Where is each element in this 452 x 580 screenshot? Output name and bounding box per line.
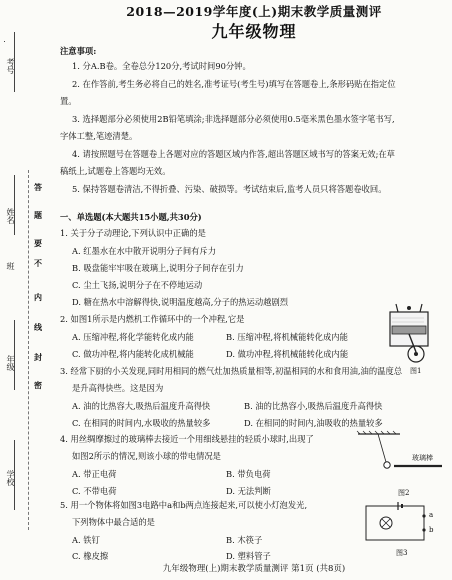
exam-title: 2018—2019学年度(上)期末教学质量测评 — [126, 4, 382, 19]
option-b[interactable]: B. 带负电荷 — [226, 469, 271, 479]
question-stem: 是升高得快些。这是因为 — [72, 383, 164, 393]
question-stem: 下列物体中最合适的是 — [72, 517, 155, 527]
figure-label: 玻璃棒 — [412, 454, 433, 462]
option-b[interactable]: B. 压缩冲程,将机械能转化成内能 — [226, 332, 348, 342]
seal-char: 线 — [34, 322, 42, 332]
seal-char: 要 — [34, 238, 42, 248]
subject-title: 九年级物理 — [211, 22, 297, 41]
option-c[interactable]: C. 尘土飞扬,说明分子在不停地运动 — [72, 280, 203, 290]
question-stem: 2. 如图1所示是内燃机工作循环中的一个冲程,它是 — [60, 314, 245, 324]
exam-no-label: 考号 — [6, 58, 15, 74]
option-b[interactable]: B. 吸盘能牢牢吸在玻璃上,说明分子间存在引力 — [72, 263, 244, 273]
circuit-figure — [358, 500, 446, 550]
question-stem: 5. 用一个物体将如图3电路中a和b两点连接起来,可以使小灯泡发光, — [60, 500, 308, 510]
option-a[interactable]: A. 铁钉 — [72, 535, 100, 545]
question-stem: 3. 经常下厨的小关发现,同时用相同的燃气灶加热质量相等,初温相同的水和食用油,油的温度总 — [60, 366, 403, 376]
notice-item: 稿纸上,试题卷上答题均无效。 — [60, 166, 171, 176]
seal-char: 封 — [34, 352, 42, 362]
question-stem: 4. 用丝绸摩擦过的玻璃棒去接近一个用细线悬挂的轻质小球时,出现了 — [60, 434, 314, 444]
figure-caption: 图2 — [398, 489, 410, 497]
notice-item: 2. 在作答前,考生务必将自己的姓名,准考证号(考生号)填写在答题卷上,条形码贴在指定位 — [72, 79, 396, 89]
option-a[interactable]: A. 带正电荷 — [72, 469, 117, 479]
grade-label: 年级 — [6, 355, 15, 371]
circuit-point-a: a — [429, 511, 434, 519]
notice-item: 字体工整,笔迹清楚。 — [60, 131, 138, 141]
seal-char: 答 — [34, 182, 42, 192]
seal-char: 题 — [34, 210, 42, 220]
option-a[interactable]: A. 压缩冲程,将化学能转化成内能 — [72, 332, 194, 342]
option-b[interactable]: B. 油的比热容小,吸热后温度升高得快 — [244, 401, 383, 411]
page-footer: 九年级物理(上)期末教学质量测评 第1页 (共8页) — [162, 564, 346, 574]
notice-heading: 注意事项: — [60, 46, 97, 56]
seal-char: 内 — [34, 292, 42, 302]
option-c[interactable]: C. 在相同的时间内,水吸收的热量较多 — [72, 418, 211, 428]
school-label: 学校 — [6, 470, 15, 486]
question-stem: 1. 关于分子动理论,下列认识中正确的是 — [60, 228, 206, 238]
notice-item: 3. 选择题部分必须使用2B铅笔填涂;非选择题部分必须使用0.5毫米黑色墨水签字笔书写, — [72, 114, 395, 124]
option-d[interactable]: D. 无法判断 — [226, 486, 271, 496]
option-d[interactable]: D. 糖在热水中溶解得快,说明温度越高,分子的热运动越剧烈 — [72, 297, 289, 307]
notice-item: 置。 — [60, 96, 77, 106]
seal-dashed-line — [28, 170, 29, 530]
figure-caption: 图1 — [410, 367, 422, 375]
hanging-ball-figure — [356, 430, 448, 486]
name-label: 姓名 — [6, 208, 15, 224]
option-d[interactable]: D. 做功冲程,将机械能转化成内能 — [226, 349, 349, 359]
binding-margin — [0, 0, 56, 580]
option-c[interactable]: C. 橡皮擦 — [72, 551, 109, 561]
section-heading: 一、单选题(本大题共15小题,共30分) — [60, 212, 202, 222]
option-b[interactable]: B. 木筷子 — [226, 535, 263, 545]
engine-cylinder-figure — [376, 300, 446, 366]
notice-item: 1. 分A.B卷。全卷总分120分,考试时间90分钟。 — [72, 61, 251, 71]
option-d[interactable]: D. 在相同的时间内,油吸收的热量较多 — [244, 418, 383, 428]
notice-item: 4. 请按照题号在答题卷上各题对应的答题区域内作答,超出答题区域书写的答案无效;在草 — [72, 149, 395, 159]
seal-char: 密 — [34, 380, 42, 390]
seal-char: 不 — [34, 258, 42, 268]
figure-caption: 图3 — [396, 549, 408, 557]
notice-item: 5. 保持答题卷清洁,不得折叠、污染、破损等。考试结束后,监考人员只将答题卷收回。 — [72, 184, 387, 194]
option-c[interactable]: C. 不带电荷 — [72, 486, 117, 496]
option-a[interactable]: A. 油的比热容大,吸热后温度升高得快 — [72, 401, 211, 411]
question-stem: 如图2所示的情况,则该小球的带电情况是 — [72, 451, 221, 461]
class-label: 班 — [6, 262, 15, 270]
circuit-point-b: b — [429, 526, 434, 534]
option-c[interactable]: C. 做功冲程,将内能转化成机械能 — [72, 349, 194, 359]
option-d[interactable]: D. 塑料管子 — [226, 551, 271, 561]
option-a[interactable]: A. 红墨水在水中散开说明分子间有斥力 — [72, 246, 217, 256]
